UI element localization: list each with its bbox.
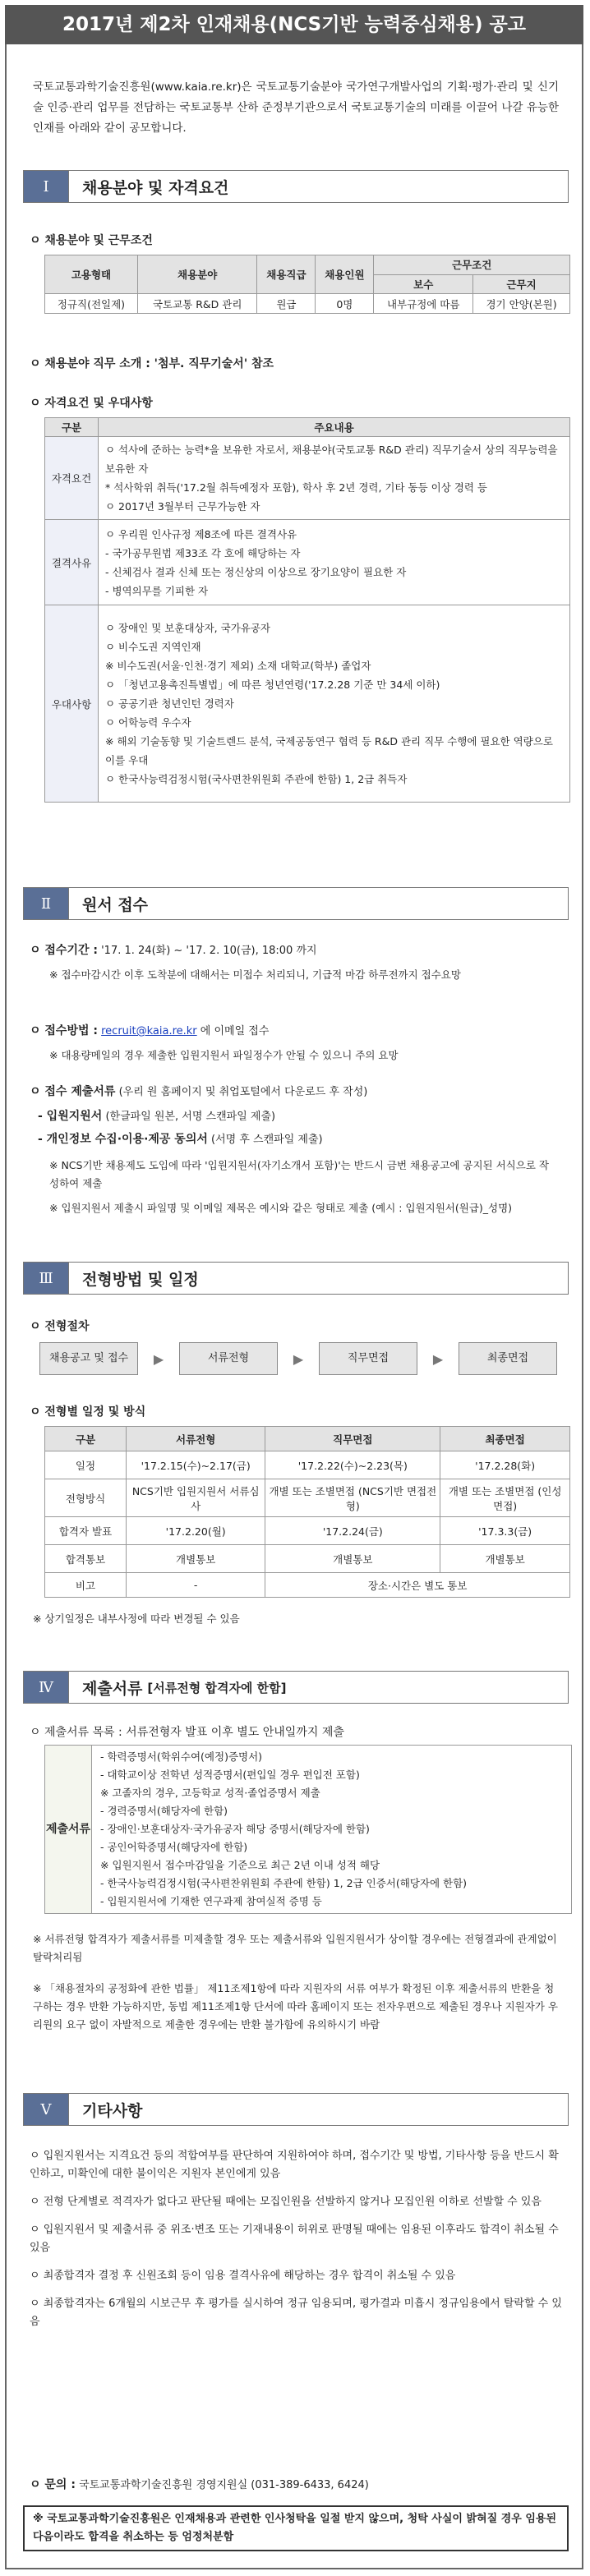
doc2-row — [38, 1130, 323, 1149]
step-apply: 채용공고 및 접수 — [39, 1342, 138, 1375]
qual-table — [44, 417, 570, 803]
row-head: 일정 — [45, 1451, 127, 1479]
pref-line: ※ 해외 기술동향 및 기술트렌드 분석, 국제공동연구 협력 등 R&D 관리 직무 수행에 필요한 역량으로 이를 우대 — [105, 735, 553, 766]
section-title: 제출서류 — [82, 1679, 143, 1698]
field-table — [44, 255, 570, 314]
contact-value: 국토교통과학기술진흥원 경영지원실 (031-389-6433, 6424) — [79, 2479, 369, 2491]
th-cond: 근무조건 — [374, 255, 570, 275]
section-number: Ⅴ — [24, 2094, 69, 2125]
section-header-5 — [23, 2093, 569, 2126]
section-number: Ⅳ — [24, 1672, 69, 1703]
method-note: ※ 대용량메일의 경우 제출한 입원지원서 파일정수가 안될 수 있으니 주의 요망 — [49, 1049, 399, 1061]
arrow-icon: ▶ — [153, 1350, 164, 1367]
pref-line: ㅇ 한국사능력검정시험(국사편찬위원회 주관에 한함) 1, 2급 취득자 — [105, 773, 408, 785]
docs-suffix: (우리 원 홈페이지 및 취업포털에서 다운로드 후 작성) — [118, 1086, 368, 1098]
field-label: ㅇ 채용분야 및 근무조건 — [30, 234, 153, 247]
doc-item: ※ 입원지원서 접수마감일을 기준으로 최근 2년 이내 성적 해당 — [100, 1859, 380, 1871]
td-count: 0명 — [316, 294, 374, 314]
cell: '17.2.15(수)~2.17(금) — [127, 1451, 265, 1479]
doc-item: - 공인어학증명서(해당자에 한함) — [100, 1841, 248, 1853]
cell: 개별통보 — [127, 1545, 265, 1573]
period-row — [30, 941, 564, 960]
docs-row — [30, 1083, 564, 1102]
doc2-desc: (서명 후 스캔파일 제출) — [211, 1134, 323, 1146]
section-header-2 — [23, 887, 569, 920]
note-ncs: ※ NCS기반 채용제도 도입에 따라 '입원지원서(자기소개서 포함)'는 반드시 금번 채용공고에 공지된 서식으로 작성하여 제출 — [49, 1159, 549, 1189]
section-header-4 — [23, 1671, 569, 1704]
doc-list-box — [44, 1745, 572, 1914]
cat-req: 자격요건 — [45, 437, 99, 520]
req-line: ㅇ 석사에 준하는 능력*을 보유한 자로서, 채용분야(국토교통 R&D 관리) 직무기술서 상의 직무능력을 보유한 자 — [105, 444, 558, 475]
contact-row — [30, 2476, 564, 2495]
warning-box: ※ 국토교통과학기술진흥원은 인재채용과 관련한 인사청탁을 일절 받지 않으며, 청탁 사실이 밝혀질 경우 임용된 다음이라도 합격을 취소하는 등 엄정처분함 — [23, 2505, 569, 2551]
cell: 개별 또는 조별면접 (인성면접) — [440, 1479, 570, 1517]
page-title: 2017년 제2차 인재채용(NCS기반 능력중심채용) 공고 — [5, 5, 583, 44]
td-type: 정규직(전일제) — [45, 294, 138, 314]
pref-line: ㅇ 장애인 및 보훈대상자, 국가유공자 — [105, 622, 270, 634]
doc1-label: - 입원지원서 — [38, 1110, 103, 1123]
doc-item: - 한국사능력검정시험(국사편찬위원회 주관에 한함) 1, 2급 인증서(해당자에 한함) — [100, 1877, 468, 1889]
doc-side-label: 제출서류 — [45, 1746, 92, 1913]
etc-item: ㅇ 전형 단계별로 적격자가 없다고 판단될 때에는 모집인원을 선발하지 않거나 모집인원 이하로 선발할 수 있음 — [30, 2196, 542, 2208]
cell: 개별 또는 조별면접 (NCS기반 면접전형) — [265, 1479, 440, 1517]
schedule-note: ※ 상기일정은 내부사정에 따라 변경될 수 있음 — [33, 1612, 240, 1625]
doc-list-label: ㅇ 제출서류 목록 : 서류전형자 발표 이후 별도 안내일까지 제출 — [30, 1726, 344, 1739]
section-header-3 — [23, 1262, 569, 1295]
doc-item: - 장애인·보훈대상자·국가유공자 해당 증명서(해당자에 한함) — [100, 1823, 370, 1835]
td-grade: 원급 — [257, 294, 316, 314]
dis-line: ㅇ 우리원 인사규정 제8조에 따른 결격사유 — [105, 527, 297, 540]
row-head: 전형방식 — [45, 1479, 127, 1517]
cell: '17.2.22(수)~2.23(목) — [265, 1451, 440, 1479]
th-count: 채용인원 — [316, 255, 374, 294]
etc-item: ㅇ 입원지원서는 지격요건 등의 적합여부를 판단하여 지원하여야 하며, 접수기간 및 방법, 기타사항 등을 반드시 확인하고, 미확인에 대한 불이익은 지원자 본인에게 있음 — [30, 2150, 559, 2180]
doc2-label: - 개인정보 수집·이용·제공 동의서 — [38, 1133, 208, 1146]
contact-label: ㅇ 문의 : — [30, 2478, 76, 2491]
etc-item: ㅇ 최종합격자 결정 후 신원조회 등이 임용 결격사유에 해당하는 경우 합격이 취소될 수 있음 — [30, 2270, 456, 2282]
section-header-1 — [23, 170, 569, 203]
doc1-desc: (한글파일 원본, 서명 스캔파일 제출) — [105, 1111, 276, 1123]
qual-label: ㅇ 자격요건 및 우대사항 — [30, 397, 153, 410]
td-field: 국토교통 R&D 관리 — [137, 294, 256, 314]
th-col: 구분 — [45, 1427, 127, 1451]
arrow-icon: ▶ — [293, 1350, 304, 1367]
process-flow — [39, 1342, 557, 1375]
row-head: 합격통보 — [45, 1545, 127, 1573]
th-pay: 보수 — [374, 274, 473, 294]
etc-list — [30, 2147, 564, 2341]
doc-item: - 경력증명서(해당자에 한함) — [100, 1805, 228, 1817]
dis-line: - 국가공무원법 제33조 각 호에 해당하는 자 — [105, 546, 301, 559]
doc-item: ※ 고졸자의 경우, 고등학교 성적·졸업증명서 제출 — [100, 1787, 320, 1799]
period-note: ※ 접수마감시간 이후 도착분에 대해서는 미접수 처리되니, 기급적 마감 하루전까지 접수요망 — [49, 968, 461, 981]
pref-line: ※ 비수도권(서울·인천·경기 제외) 소재 대학교(학부) 졸업자 — [105, 660, 371, 672]
email-link[interactable]: recruit@kaia.re.kr — [101, 1025, 197, 1037]
req-line: ㅇ 2017년 3월부터 근무가능한 자 — [105, 500, 260, 513]
td-loc: 경기 안양(본원) — [473, 294, 570, 314]
td-pay: 내부규정에 따름 — [374, 294, 473, 314]
pref-line: ㅇ 「청년고용촉진특별법」에 따른 청년연령('17.2.28 기준 만 34세 이하) — [105, 678, 440, 691]
doc-note-1: ※ 서류전형 합격자가 제출서류를 미제출할 경우 또는 제출서류와 입원지원서가 상이할 경우에는 전형결과에 관계없이 탈락처리됨 — [33, 1933, 557, 1963]
docs-label: ㅇ 접수 제출서류 — [30, 1085, 116, 1098]
schedule-table — [44, 1426, 570, 1598]
th-col: 서류전형 — [127, 1427, 265, 1451]
th-grade: 채용직급 — [257, 255, 316, 294]
th-col: 최종면접 — [440, 1427, 570, 1451]
cell: - — [127, 1573, 265, 1598]
period-label: ㅇ 접수기간 : — [30, 944, 98, 957]
step-final-interview: 최종면접 — [459, 1342, 557, 1375]
row-head: 비고 — [45, 1573, 127, 1598]
dis-line: - 신체검사 결과 신체 또는 정신상의 이상으로 장기요양이 필요한 자 — [105, 565, 407, 578]
sched-label: ㅇ 전형별 일정 및 방식 — [30, 1405, 146, 1419]
th-cat: 구분 — [45, 418, 99, 437]
step-job-interview: 직무면접 — [319, 1342, 417, 1375]
pref-line: ㅇ 비수도권 지역인재 — [105, 641, 201, 653]
method-suffix: 에 이메일 접수 — [200, 1025, 270, 1037]
th-col: 직무면접 — [265, 1427, 440, 1451]
proc-label: ㅇ 전형절차 — [30, 1320, 90, 1333]
doc-note-2: ※ 「채용절차의 공정화에 관한 법률」 제11조제1항에 따라 지원자의 서류 여부가 확정된 이후 제출서류의 반환을 청구하는 경우 반환 가능하지만, 동법 제11조제1항 단서에 따라 홈페이지 또는 전자우편으로 제출된 경우나 지원자가 우리원의 요구 없이 자발적으로 제출한 경우에는 반환 불가함에 유의하시기 바람 — [33, 1982, 558, 2031]
section-subtitle: [서류전형 합격자에 한함] — [147, 1680, 287, 1695]
doc-item: - 입원지원서에 기재한 연구과제 참여실적 증명 등 — [100, 1895, 322, 1907]
th-field: 채용분야 — [137, 255, 256, 294]
req-line: * 석사학위 취득('17.2월 취득예정자 포함), 학사 후 2년 경력, 기타 동등 이상 경력 등 — [105, 481, 488, 494]
etc-item: ㅇ 최종합격자는 6개월의 시보근무 후 평가를 실시하여 정규 임용되며, 평가결과 미흡시 정규임용에서 탈락할 수 있음 — [30, 2298, 562, 2328]
pref-line: ㅇ 어학능력 우수자 — [105, 716, 191, 729]
note-filename: ※ 입원지원서 제출시 파일명 및 이메일 제목은 예시와 같은 형태로 제출 (예시 : 입원지원서(원급)_성명) — [49, 1202, 513, 1214]
section-title: 채용분야 및 자격요건 — [82, 178, 229, 197]
method-row — [30, 1022, 564, 1041]
cell: '17.2.24(금) — [265, 1517, 440, 1545]
cell: '17.3.3(금) — [440, 1517, 570, 1545]
section-title: 전형방법 및 일정 — [82, 1270, 199, 1289]
cat-pref: 우대사항 — [45, 605, 99, 803]
duty-label: ㅇ 채용분야 직무 소개 : '첨부. 직무기술서' 참조 — [30, 357, 274, 370]
cell: NCS기반 입원지원서 서류심사 — [127, 1479, 265, 1517]
section-number: Ⅰ — [24, 171, 69, 202]
section-number: Ⅲ — [24, 1263, 69, 1294]
th-type: 고용형태 — [45, 255, 138, 294]
doc-item: - 학력증명서(학위수여(예정)증명서) — [100, 1750, 263, 1763]
doc1-row — [38, 1107, 275, 1126]
section-number: Ⅱ — [24, 888, 69, 919]
th-loc: 근무지 — [473, 274, 570, 294]
arrow-icon: ▶ — [432, 1350, 444, 1367]
section-title: 기타사항 — [82, 2101, 143, 2120]
period-value: '17. 1. 24(화) ~ '17. 2. 10(금), 18:00 까지 — [101, 945, 317, 957]
cell: 개별통보 — [440, 1545, 570, 1573]
cell: '17.2.28(화) — [440, 1451, 570, 1479]
etc-item: ㅇ 입원지원서 및 제출서류 중 위조·변조 또는 기재내용이 허위로 판명될 때에는 임용된 이후라도 합격이 취소될 수 있음 — [30, 2224, 559, 2254]
cell: '17.2.20(월) — [127, 1517, 265, 1545]
th-content: 주요내용 — [99, 418, 570, 437]
doc-item: - 대학교이상 전학년 성적증명서(편입일 경우 편입전 포함) — [100, 1769, 360, 1781]
method-label: ㅇ 접수방법 : — [30, 1024, 98, 1037]
dis-line: - 병역의무를 기피한 자 — [105, 584, 209, 597]
cell: 개별통보 — [265, 1545, 440, 1573]
intro-paragraph: 국토교통과학기술진흥원(www.kaia.re.kr)은 국토교통기술분야 국가연구개발사업의 기획·평가·관리 및 신기술 인증·관리 업무를 전담하는 국토교통부 산하 준정부기관으로서 국토교통기술의 미래를 이끌어 나갈 유능한 인재를 아래와 같이 공모합니다. — [33, 80, 559, 135]
section-title: 원서 접수 — [82, 895, 149, 914]
pref-line: ㅇ 공공기관 청년인턴 경력자 — [105, 697, 234, 710]
cell: 장소·시간은 별도 통보 — [265, 1573, 570, 1598]
row-head: 합격자 발표 — [45, 1517, 127, 1545]
step-document: 서류전형 — [179, 1342, 278, 1375]
cat-dis: 결격사유 — [45, 520, 99, 605]
